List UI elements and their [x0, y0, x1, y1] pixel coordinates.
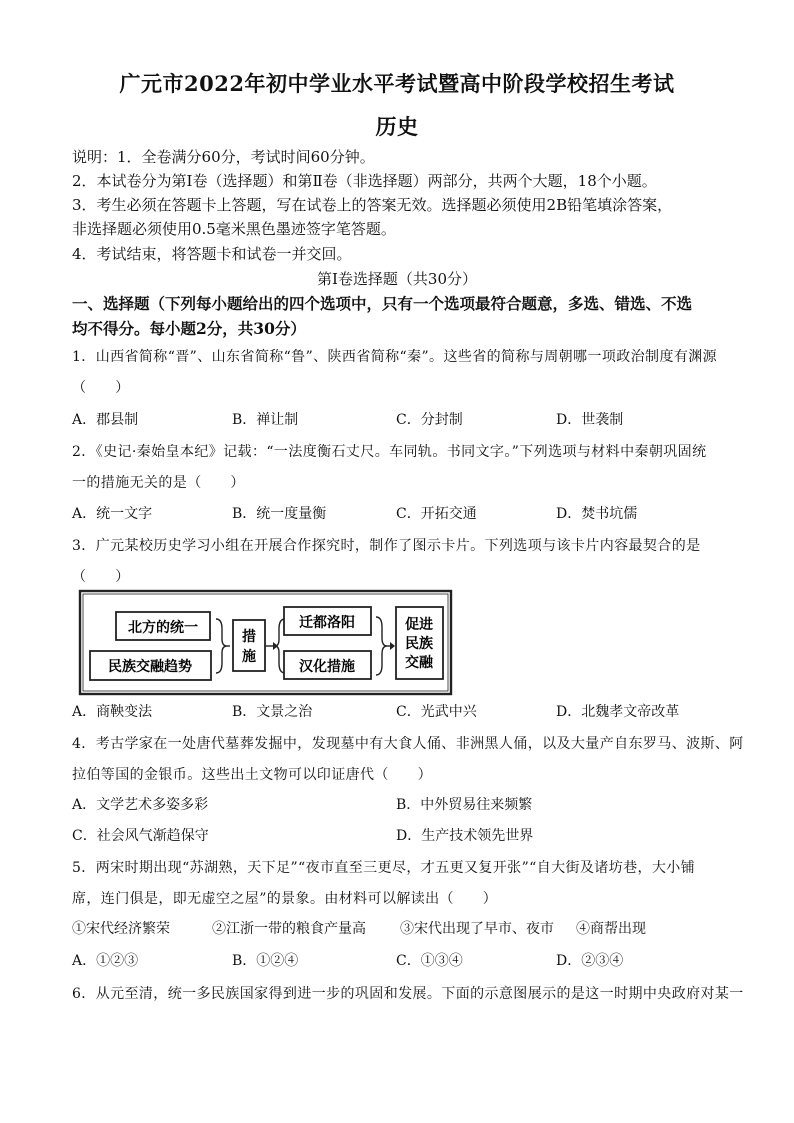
q1-stem-1: 1．山西省简称“晋”、山东省简称“鲁”、陕西省简称“秦”。这些省的简称与周朝哪一项政治制度有渊源	[72, 349, 718, 365]
q4-stem-2: 拉伯等国的金银币。这些出土文物可以印证唐代（ ）	[72, 767, 432, 783]
q5-statement-1: ①宋代经济繁荣	[72, 921, 170, 937]
q3-option-d: D．北魏孝文帝改革	[556, 704, 680, 720]
q6-stem-1: 6．从元至清，统一多民族国家得到进一步的巩固和发展。下面的示意图展示的是这一时期中央政府对某一	[72, 986, 744, 1002]
q3-stem-1: 3．广元某校历史学习小组在开展合作探究时，制作了图示卡片。下列选项与该卡片内容最契合的是	[72, 538, 701, 554]
q3-option-c: C．光武中兴	[396, 704, 477, 720]
q5-option-d: D．②③④	[556, 953, 624, 969]
q4-stem-1: 4．考古学家在一处唐代墓葬发掘中，发现墓中有大食人俑、非洲黑人俑，以及大量产自东罗马、波斯、阿	[72, 736, 744, 752]
diagram-text-integration-trend: 民族交融趋势	[108, 659, 192, 675]
part-heading-2: 均不得分。每小题2分，共30分）	[72, 319, 306, 338]
q1-option-a: A．郡县制	[72, 412, 139, 428]
q1-option-c: C．分封制	[396, 412, 463, 428]
q5-stem-1: 5．两宋时期出现“苏湖熟，天下足”“夜市直至三更尽，才五更又复开张”“自大街及诸坊巷，大小铺	[72, 860, 696, 876]
q5-statement-3: ③宋代出现了早市、夜市	[400, 921, 554, 937]
q5-statement-2: ②江浙一带的粮食产量高	[212, 921, 366, 937]
diagram-measures-char: 措	[242, 629, 256, 645]
diagram-result-line: 促进	[405, 617, 433, 633]
subject-title: 历史	[375, 114, 419, 139]
q1-option-b: B．禅让制	[232, 412, 299, 428]
diagram-result-line: 交融	[405, 655, 433, 671]
instruction-3-cont: 非选择题必须使用0.5毫米黑色墨迹签字笔答题。	[72, 220, 396, 238]
diagram-brace-left	[216, 619, 227, 673]
q1-option-d: D．世袭制	[556, 412, 624, 428]
section-title: 第Ⅰ卷选择题（共30分）	[316, 270, 477, 288]
q2-option-d: D．焚书坑儒	[556, 506, 638, 522]
q2-option-b: B．统一度量衡	[232, 506, 327, 522]
diagram-text-result	[405, 616, 434, 671]
diagram-measures-char: 施	[242, 649, 256, 665]
diagram-text-north-unification: 北方的统一	[128, 620, 198, 636]
q4-option-c: C．社会风气渐趋保守	[72, 828, 209, 844]
diagram-text-sinicization: 汉化措施	[299, 659, 355, 675]
q3-option-b: B．文景之治	[232, 704, 313, 720]
instruction-3: 3．考生必须在答题卡上答题，写在试卷上的答案无效。选择题必须使用2B铅笔填涂答案，	[72, 196, 673, 214]
q5-stem-2: 席，连门俱是，即无虚空之屋”的景象。由材料可以解读出（ ）	[72, 891, 498, 907]
diagram-text-capital-move: 迁都洛阳	[299, 615, 355, 631]
diagram-brace-right	[376, 617, 387, 675]
q2-stem-2: 一的措施无关的是（ ）	[72, 475, 245, 491]
exam-title: 广元市2022年初中学业水平考试暨高中阶段学校招生考试	[119, 71, 675, 96]
q3-diagram	[78, 589, 453, 697]
q1-stem-2: （ ）	[72, 380, 130, 396]
q5-option-a: A．①②③	[72, 953, 139, 969]
instruction-2: 2．本试卷分为第Ⅰ卷（选择题）和第Ⅱ卷（非选择题）两部分，共两个大题，18个小题。	[72, 172, 657, 190]
q3-option-a: A．商鞅变法	[72, 704, 153, 720]
part-heading-1: 一、选择题（下列每小题给出的四个选项中，只有一个选项最符合题意，多选、错选、不选	[72, 294, 693, 313]
diagram-result-line: 民族	[405, 636, 433, 652]
instruction-1: 说明：1．全卷满分60分，考试时间60分钟。	[72, 148, 375, 166]
q2-option-c: C．开拓交通	[396, 506, 477, 522]
q2-stem-1: 2．《史记·秦始皇本纪》记载：“一法度衡石丈尺。车同轨。书同文字。”下列选项与材料中秦朝巩固统	[72, 444, 707, 460]
q2-option-a: A．统一文字	[72, 506, 153, 522]
q5-statement-4: ④商帮出现	[576, 921, 646, 937]
q4-option-b: B．中外贸易往来频繁	[396, 797, 533, 813]
q4-option-a: A．文学艺术多姿多彩	[72, 797, 209, 813]
q4-option-d: D．生产技术领先世界	[396, 828, 534, 844]
q5-option-b: B．①②④	[232, 953, 299, 969]
instruction-4: 4．考试结束，将答题卡和试卷一并交回。	[72, 245, 352, 263]
q5-option-c: C．①③④	[396, 953, 463, 969]
q3-stem-2: （ ）	[72, 569, 130, 585]
